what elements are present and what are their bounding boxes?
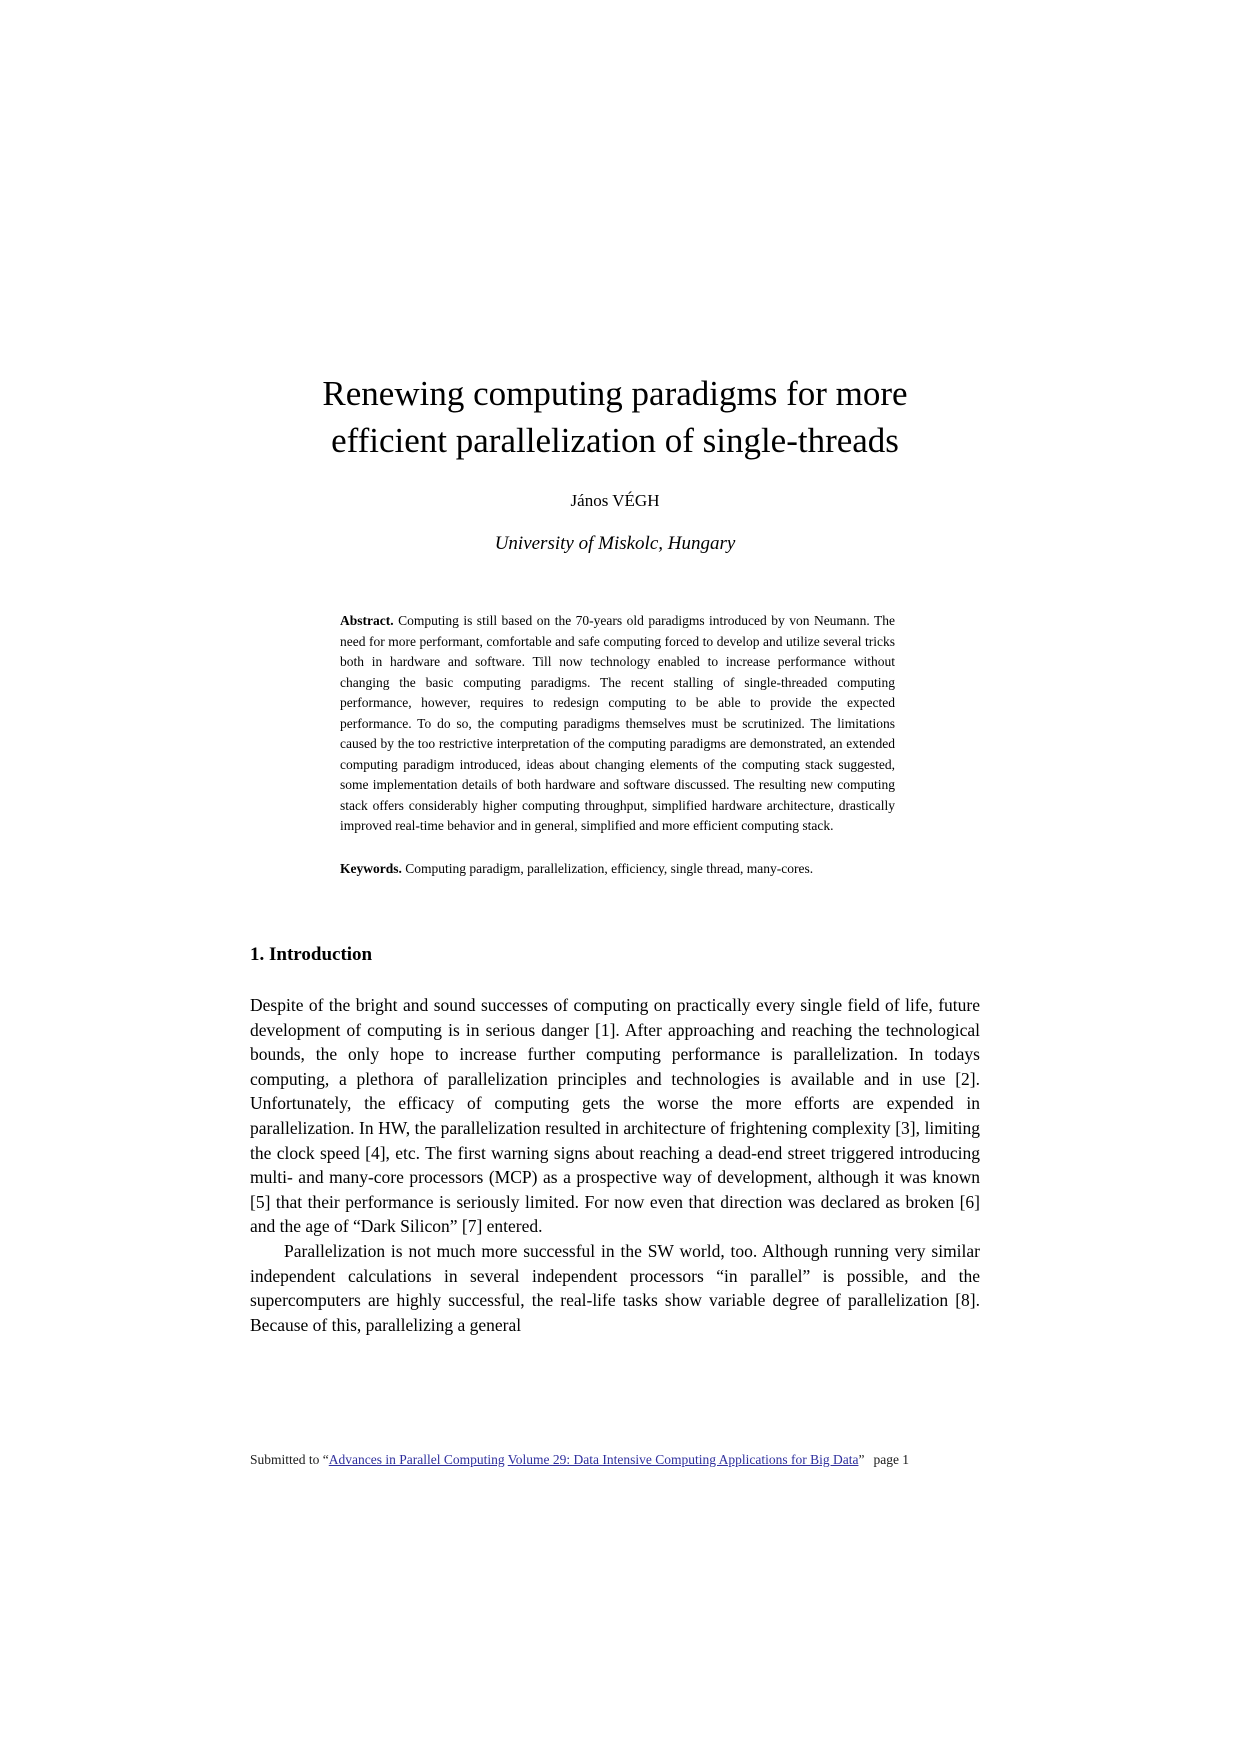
abstract-block [340, 611, 895, 837]
paper-title-line-1: Renewing computing paradigms for more [322, 374, 908, 413]
paper-title-line-2: efficient parallelization of single-threads [331, 421, 899, 460]
section-heading-introduction: 1. Introduction [250, 944, 373, 965]
page-number: page 1 [873, 1452, 910, 1467]
footer-link-volume[interactable]: Volume 29: Data Intensive Computing Applications for Big Data [507, 1452, 859, 1467]
footer-link-series[interactable]: Advances in Parallel Computing [328, 1452, 505, 1467]
keywords-text: Computing paradigm, parallelization, efficiency, single thread, many-cores. [405, 860, 814, 876]
abstract-label: Abstract. [340, 613, 394, 628]
affiliation: University of Miskolc, Hungary [494, 533, 736, 554]
keywords-label: Keywords. [340, 860, 402, 876]
introduction-paragraph-1: Despite of the bright and sound successes of computing on practically every single field of life, future development of computing is in serious danger [1]. After approaching and reaching the technological bounds, the only hope to increase further computing performance is parallelization. In todays computing, a plethora of parallelization principles and technologies is available and in use [2]. Unfortunately, the efficacy of computing gets the worse the more efforts are expended in parallelization. In HW, the parallelization resulted in architecture of frightening complexity [3], limiting the clock speed [4], etc. The first warning signs about reaching a dead-end street triggered introducing multi- and many-core processors (MCP) as a prospective way of development, although it was known [5] that their performance is seriously limited. For now even that direction was declared as broken [6] and the age of “Dark Silicon” [7] entered. [250, 995, 980, 1237]
footer-suffix: ” [858, 1452, 865, 1467]
introduction-paragraph-2: Parallelization is not much more successful in the SW world, too. Although running very similar independent calculations in several independent processors “in parallel” is possible, and the supercomputers are highly successful, the real-life tasks show variable degree of parallelization [8]. Because of this, parallelizing a general [250, 1240, 980, 1335]
abstract-text: Computing is still based on the 70-years old paradigms introduced by von Neumann. The need for more performant, comfortable and safe computing forced to develop and utilize several tricks both in hardware and software. Till now technology enabled to increase performance without changing the basic computing paradigms. The recent stalling of single-threaded computing performance, however, requires to redesign computing to be able to provide the expected performance. To do so, the computing paradigms themselves must be scrutinized. The limitations caused by the too restrictive interpretation of the computing paradigms are demonstrated, an extended computing paradigm introduced, ideas about changing elements of the computing stack suggested, some implementation details of both hardware and software discussed. The resulting new computing stack offers considerably higher computing throughput, simplified hardware architecture, drastically improved real-time behavior and in general, simplified and more efficient computing stack. [340, 613, 896, 833]
footer-prefix: Submitted to “ [250, 1452, 329, 1467]
page-footer [250, 1452, 990, 1468]
paper-title [250, 370, 980, 464]
author-name: János VÉGH [570, 491, 660, 510]
keywords-block [340, 859, 895, 880]
